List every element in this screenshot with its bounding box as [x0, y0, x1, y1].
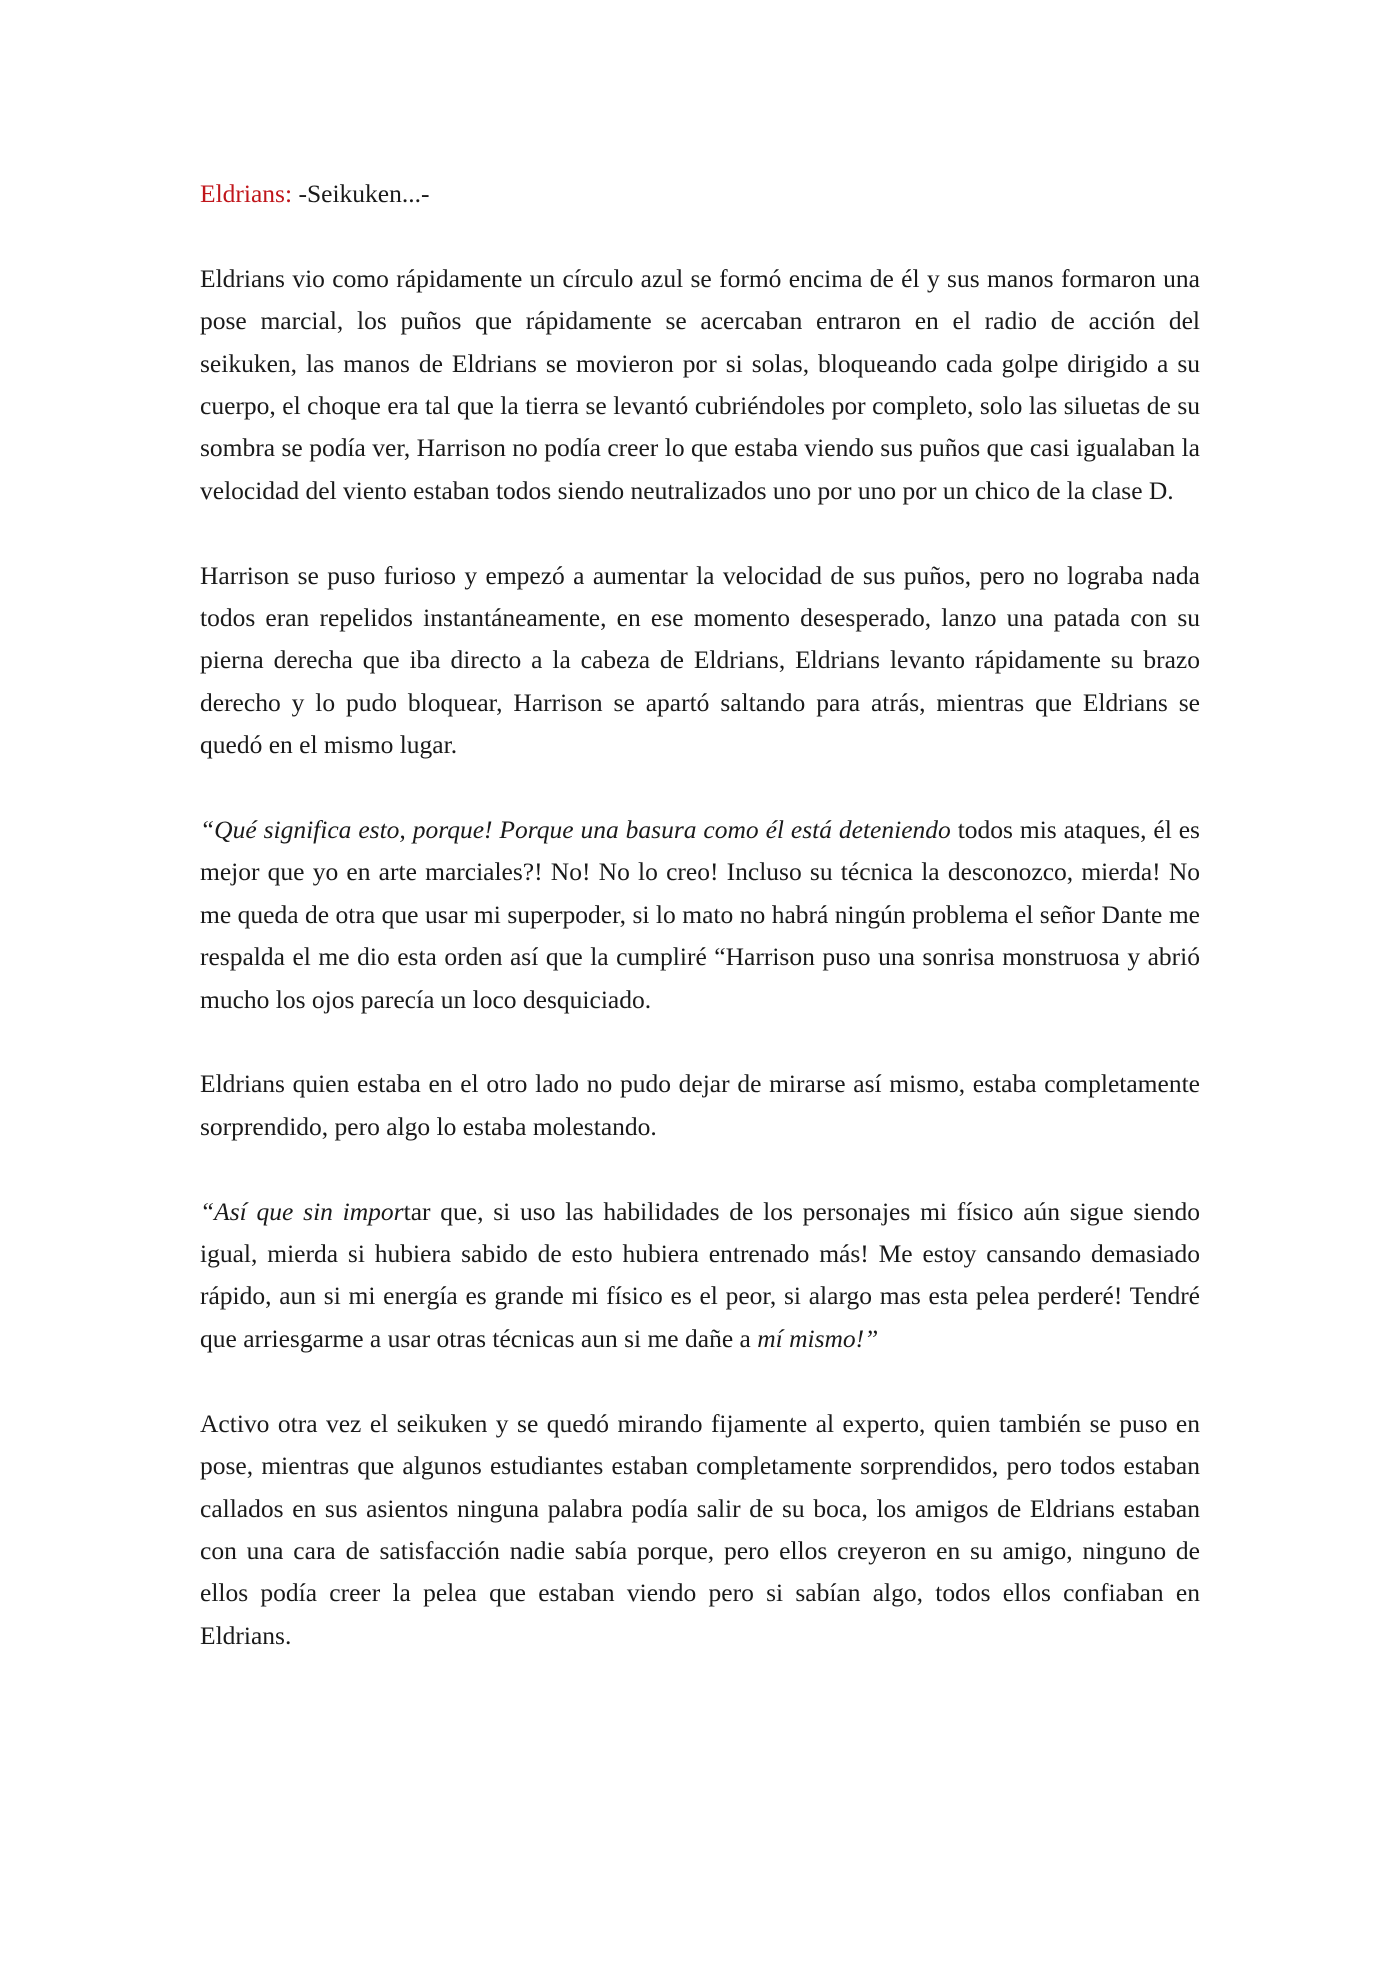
paragraph-6: Activo otra vez el seikuken y se quedó mirando fijamente al experto, quien también se puso en pose, mientras que algunos estudiantes estaban completamente sorprendidos, pero todos estaban callados en sus asientos ninguna palabra podía salir de su boca, los amigos de Eldrians estaban con una cara de satisfacción nadie sabía porque, pero ellos creyeron en su amigo, ninguno de ellos podía creer la pelea que estaban viendo pero si sabían algo, todos ellos confiaban en Eldrians.: [200, 1408, 1200, 1650]
speaker-name: Eldrians:: [200, 179, 293, 208]
paragraph-5: [200, 1191, 1200, 1361]
dialogue-line: [200, 173, 1200, 215]
paragraph-3-text: todos mis ataques, él es mejor que yo en arte marciales?! No! No lo creo! Incluso su técnica la desconozco, mierda! No me queda de otra que usar mi superpoder, si lo mato no habrá ningún problema el señor Dante me respalda el me dio esta orden así que la cumpliré “Harrison puso una sonrisa monstruosa y abrió mucho los ojos parecía un loco desquiciado.: [200, 815, 1200, 1014]
paragraph-4: Eldrians quien estaba en el otro lado no pudo dejar de mirarse así mismo, estaba completamente sorprendido, pero algo lo estaba molestando.: [200, 1069, 1200, 1141]
paragraph-2: Harrison se puso furioso y empezó a aumentar la velocidad de sus puños, pero no lograba nada todos eran repelidos instantáneamente, en ese momento desesperado, lanzo una patada con su pierna derecha que iba directo a la cabeza de Eldrians, Eldrians levanto rápidamente su brazo derecho y lo pudo bloquear, Harrison se apartó saltando para atrás, mientras que Eldrians se quedó en el mismo lugar.: [200, 560, 1200, 760]
paragraph-5-italic-end: mí mismo!”: [757, 1323, 879, 1353]
paragraph-3: [200, 809, 1200, 1021]
document-page: [200, 173, 1200, 1700]
paragraph-3-italic: “Qué significa esto, porque! Porque una basura como él está deteniendo: [200, 815, 951, 845]
paragraph-1: Eldrians vio como rápidamente un círculo azul se formó encima de él y sus manos formaron una pose marcial, los puños que rápidamente se acercaban entraron en el radio de acción del seikuken, las manos de Eldrians se movieron por si solas, bloqueando cada golpe dirigido a su cuerpo, el choque era tal que la tierra se levantó cubriéndoles por completo, solo las siluetas de su sombra se podía ver, Harrison no podía creer lo que estaba viendo sus puños que casi igualaban la velocidad del viento estaban todos siendo neutralizados uno por uno por un chico de la clase D.: [200, 263, 1200, 505]
paragraph-5-italic-start: “Así que sin impor: [200, 1196, 404, 1226]
dialogue-text: -Seikuken...-: [292, 179, 430, 208]
paragraph-5-text: tar que, si uso las habilidades de los personajes mi físico aún sigue siendo igual, mierda si hubiera sabido de esto hubiera entrenado más! Me estoy cansando demasiado rápido, aun si mi energía es grande mi físico es el peor, si alargo mas esta pelea perderé! Tendré que arriesgarme a usar otras técnicas aun si me dañe a: [200, 1196, 1200, 1353]
